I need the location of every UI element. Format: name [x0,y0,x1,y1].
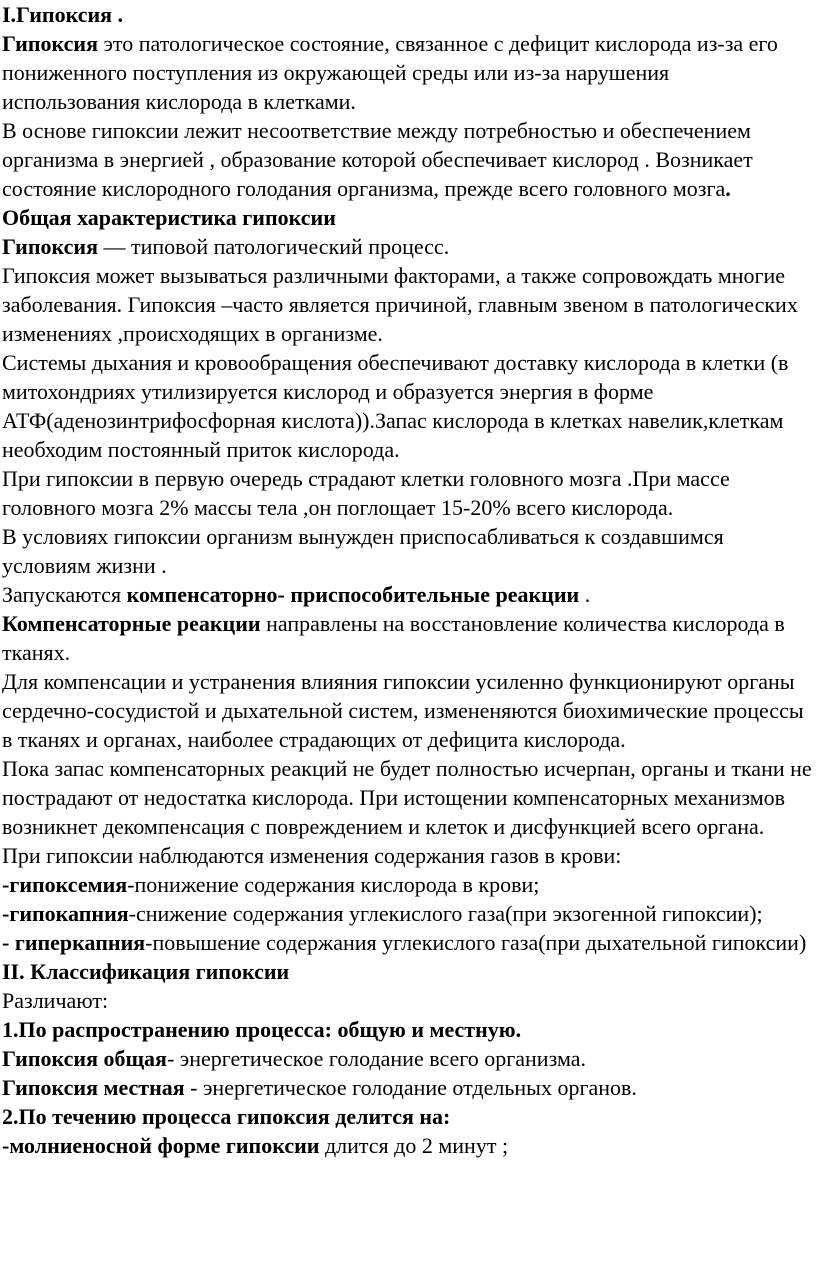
term-fulminant: -молниеносной форме гипоксии [2,1133,320,1158]
section-heading-1: I.Гипоксия . [2,2,124,27]
definition-text: это патологическое состояние, связанное с дефицит кислорода из-за его пониженного поступления из окружающей среды или из-за нарушения использования кислорода в клетками. [2,31,778,114]
term-hypoxia: Гипоксия [2,31,98,56]
compensatory-reactions-text: направлены на восстановление количества кислорода в тканях. [2,611,785,665]
hypercapnia-text: -повышение содержания углекислого газа(при дыхательной гипоксии) [145,930,807,955]
paragraph-adaptation: В условиях гипоксии организм вынужден приспосабливаться к создавшимся условиям жизни . [2,524,724,578]
term-general-hypoxia: Гипоксия общая [2,1046,167,1071]
paragraph-definition [2,29,812,116]
list-item-hypocapnia [2,899,812,928]
paragraph-brain: При гипоксии в первую очередь страдают клетки головного мозга .При массе головного мозга 2% массы тела ,он поглощает 15-20% всего кислорода. [2,466,730,520]
term-hypocapnia: гипокапния [9,901,129,926]
launch-after: . [579,582,591,607]
subheading-course: 2.По течению процесса гипоксия делится на: [2,1104,451,1129]
paragraph-causes: Гипоксия может вызываться различными факторами, а также сопровождать многие заболевания. Гипоксия –часто является причиной, главным звеном в патологических изменениях ,происходящих в организме. [2,263,798,346]
fulminant-text: длится до 2 минут ; [319,1133,509,1158]
term-compensatory-reactions: Компенсаторные реакции [2,611,261,636]
list-item-general-hypoxia [2,1044,812,1073]
list-item-fulminant [2,1131,812,1160]
term-local-hypoxia: Гипоксия местная [2,1075,185,1100]
term-hypoxia-2: Гипоксия [2,234,98,259]
paragraph-compensatory-reactions [2,609,812,667]
paragraph-distinguish: Различают: [2,988,109,1013]
gas-prefix: - [2,930,15,955]
paragraph-compensatory-launch [2,580,812,609]
gas-prefix: - [2,901,10,926]
list-item-hypoxemia [2,870,812,899]
launch-before: Запускаются [2,582,127,607]
local-hypoxia-text: - энергетическое голодание отдельных органов. [184,1075,637,1100]
term-hypercapnia: гиперкапния [14,930,146,955]
paragraph-compensation-organs: Для компенсации и устранения влияния гипоксии усиленно функционируют органы сердечно-сосудистой и дыхательной систем, измененяются биохимические процессы в тканях и органах, наиболее страдающих от дефицита кислорода. [2,669,804,752]
paragraph-oxygen-delivery: Системы дыхания и кровообращения обеспечивают доставку кислорода в клетки (в митохондриях утилизируется кислород и образуется энергия в форме АТФ(аденозинтрифосфорная кислота)).Запас кислорода в клетках навелик,клеткам необходим постоянный приток кислорода. [2,350,789,462]
general-hypoxia-text: - энергетическое голодание всего организма. [166,1046,586,1071]
list-item-hypercapnia [2,928,812,957]
list-item-local-hypoxia [2,1073,812,1102]
subheading-general: Общая характеристика гипоксии [2,205,336,230]
section-heading-2: II. Классификация гипоксии [2,959,290,984]
paragraph-blood-gases: При гипоксии наблюдаются изменения содержания газов в крови: [2,843,622,868]
gas-prefix: - [2,872,10,897]
subheading-spread: 1.По распространению процесса: общую и местную. [2,1017,522,1042]
basis-end: . [725,176,731,201]
hypocapnia-text: -снижение содержания углекислого газа(при экзогенной гипоксии); [128,901,763,926]
typical-process-text: — типовой патологический процесс. [97,234,450,259]
hypoxemia-text: -понижение содержания кислорода в крови; [127,872,540,897]
basis-text: В основе гипоксии лежит несоответствие между потребностью и обеспечением организма в энергией , образование которой обеспечивает кислород . Возникает состояние кислородного голодания организма, прежде всего головного мозга [2,118,753,201]
paragraph-basis [2,116,812,203]
paragraph-typical-process [2,232,812,261]
term-compensatory-adaptive: компенсаторно- приспособительные реакции [126,582,580,607]
term-hypoxemia: гипоксемия [9,872,128,897]
paragraph-decompensation: Пока запас компенсаторных реакций не будет полностью исчерпан, органы и ткани не пострадают от недостатка кислорода. При истощении компенсаторных механизмов возникнет декомпенсация с повреждением и клеток и дисфункцией всего органа. [2,756,812,839]
